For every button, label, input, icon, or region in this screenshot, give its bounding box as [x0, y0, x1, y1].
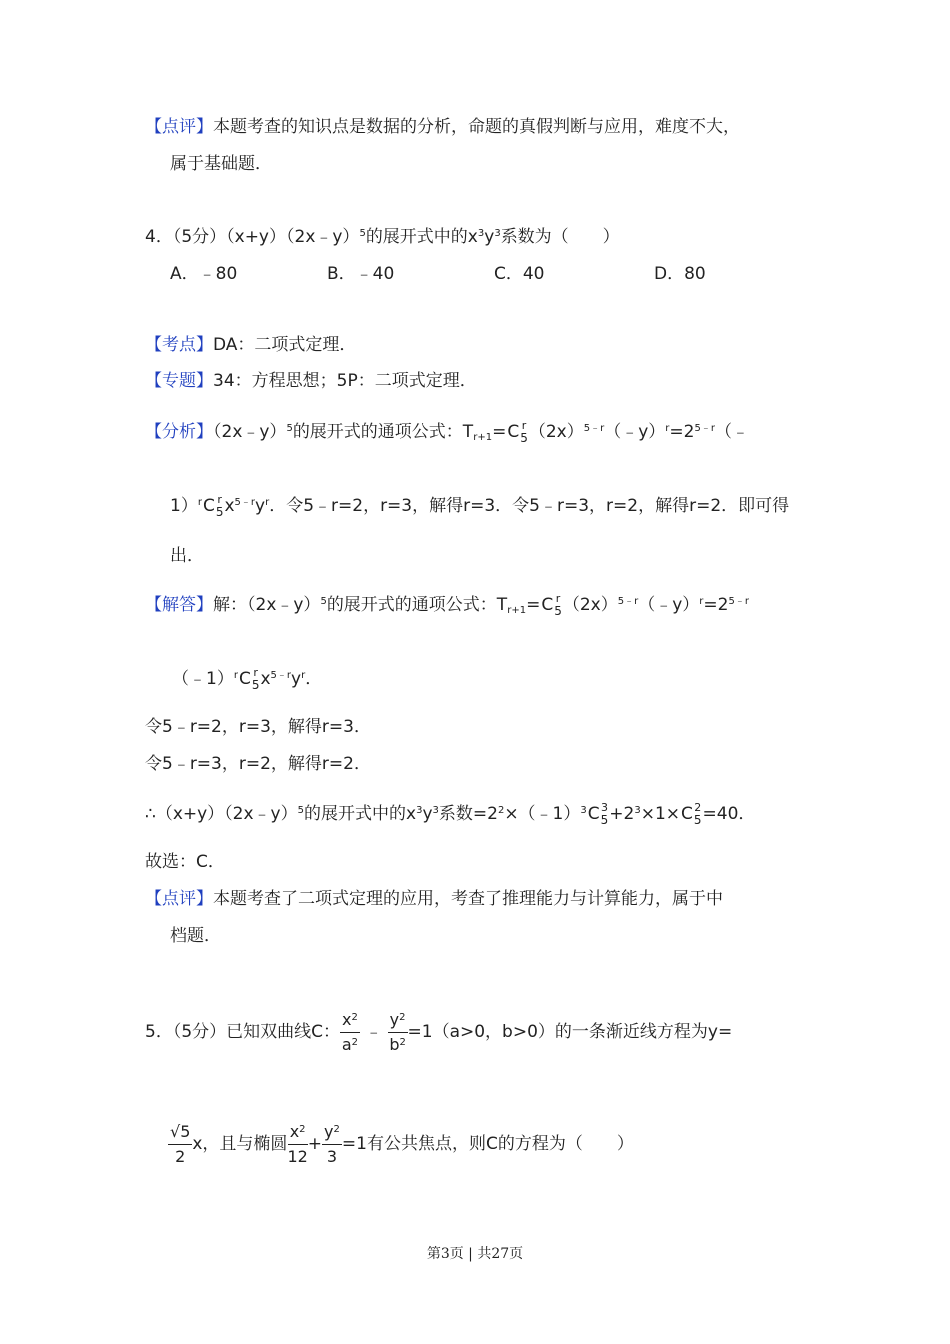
t: C [238, 669, 251, 689]
t: r [197, 497, 202, 508]
t: ×1× [640, 804, 681, 824]
binomial-coefficient [203, 493, 224, 519]
jieda-line1 [145, 592, 749, 618]
t: + [307, 1134, 323, 1154]
t: DA：二项式定理． [213, 335, 357, 355]
t: 5 [359, 228, 366, 239]
t: =40． [702, 804, 756, 824]
option-d: D．80 [654, 264, 706, 284]
t: r [265, 497, 270, 508]
t: y [389, 1009, 400, 1029]
t: 12 [287, 1146, 308, 1166]
t: 3 [494, 228, 501, 239]
t: 2 [299, 1123, 306, 1135]
t: 2 [497, 805, 505, 816]
jieda-line2 [172, 666, 322, 692]
t: y [255, 496, 266, 516]
t: r [217, 492, 222, 506]
binomial-coefficient [681, 801, 702, 827]
t: 2 [399, 1036, 406, 1048]
t: = [526, 595, 541, 615]
t: y [291, 669, 302, 689]
q3-review [145, 115, 740, 139]
t: 3 [477, 228, 485, 239]
t: 5 [286, 423, 293, 434]
binomial-coefficient [588, 801, 609, 827]
q4-review [145, 887, 723, 911]
option-b: B．﹣40 [327, 264, 395, 284]
q4-review-cont: 档题． [170, 926, 221, 946]
t: 5 [520, 430, 528, 445]
t: 5﹣r [728, 596, 749, 607]
fenxi-line2 [170, 493, 789, 519]
t: （2x） [562, 595, 618, 615]
t: 3 [600, 800, 608, 814]
t: 5 [215, 504, 224, 519]
t: +2 [609, 804, 635, 824]
solution-result [145, 801, 755, 827]
t: 3 [432, 805, 439, 816]
t: （﹣y） [638, 595, 700, 615]
fraction [340, 1008, 360, 1057]
t: （﹣y） [604, 422, 666, 442]
fenxi-line3: 出． [170, 546, 204, 566]
fraction [322, 1120, 342, 1169]
binomial-coefficient [507, 419, 528, 445]
t: r [699, 596, 704, 607]
t: 3 [580, 805, 587, 816]
t: 本题考查了二项式定理的应用，考查了推理能力与计算能力，属于中 [213, 889, 723, 909]
jieda-tag: 【解答】 [145, 595, 213, 615]
t: 的展开式的通项公式：T [326, 595, 508, 615]
t: r [665, 423, 670, 434]
t: r [233, 670, 238, 681]
page-footer: 第3页 | 共27页 [426, 1246, 524, 1262]
fenxi-line1 [145, 419, 749, 445]
binomial-coefficient [239, 666, 260, 692]
t: r+1 [507, 605, 527, 616]
t: 2 [333, 1123, 340, 1135]
t: 解：（2x﹣y） [213, 595, 321, 615]
t: 系数为（ ） [500, 227, 620, 247]
t: （﹣ [714, 422, 749, 442]
t: 2 [175, 1146, 186, 1166]
review-tag: 【点评】 [145, 889, 213, 909]
t: x，且与椭圆 [192, 1134, 288, 1154]
t: 2 [694, 800, 702, 814]
solution-step2: 令5﹣r=3，r=2，解得r=2． [145, 754, 371, 774]
t: y [324, 1121, 334, 1141]
t: 3 [326, 1146, 338, 1166]
t: 3 [634, 805, 641, 816]
t: 系数=2 [438, 804, 498, 824]
t: 的展开式中的x [365, 227, 478, 247]
fraction [388, 1008, 408, 1057]
text: 本题考查的知识点是数据的分析，命题的真假判断与应用，难度不大， [213, 117, 740, 137]
t: y [422, 804, 433, 824]
t: （2x﹣y） [213, 422, 287, 442]
question-5-cont [168, 1116, 634, 1172]
t: =1有公共焦点，则C的方程为（ ） [341, 1134, 634, 1154]
t: 5 [600, 812, 609, 827]
t: 5．（5分）已知双曲线C： [145, 1022, 341, 1042]
t: 1） [170, 496, 198, 516]
t: √5 [168, 1120, 192, 1145]
option-a: A．﹣80 [170, 264, 238, 284]
t: r [555, 591, 561, 605]
t: C [541, 595, 554, 615]
t: 5 [693, 812, 702, 827]
fraction [168, 1120, 192, 1169]
t: b [389, 1034, 400, 1054]
binomial-coefficient [541, 592, 562, 618]
zhuanti-tag: 【专题】 [145, 371, 213, 391]
t: 2 [351, 1011, 358, 1023]
t: 5﹣r [270, 670, 292, 681]
t: ×（﹣1） [504, 804, 581, 824]
t: 5 [251, 677, 260, 692]
t: ﹣ [365, 1022, 383, 1042]
t: r [253, 665, 258, 679]
t: 2 [351, 1036, 359, 1048]
t: 4．（5分）（x+y）（2x﹣y） [145, 227, 360, 247]
zhuanti [145, 369, 477, 393]
fraction [287, 1120, 307, 1169]
t: C [202, 496, 215, 516]
t: x [342, 1009, 352, 1029]
t: 2 [399, 1011, 406, 1023]
t: C [507, 422, 520, 442]
t: =1（a>0，b>0）的一条渐近线方程为y= [407, 1022, 733, 1042]
q3-review-cont: 属于基础题． [170, 154, 272, 174]
t: x [224, 496, 235, 516]
t: 3 [416, 805, 423, 816]
option-c: C．40 [494, 264, 545, 284]
t: =2 [669, 422, 695, 442]
t: 5﹣r [583, 423, 605, 434]
t: r [521, 418, 527, 432]
kaodian [145, 333, 356, 357]
t: r [301, 670, 306, 681]
t: y [484, 227, 495, 247]
question-4-stem [145, 225, 620, 249]
t: x [260, 669, 271, 689]
t: 的展开式的通项公式：T [292, 422, 474, 442]
t: 5 [554, 603, 562, 618]
t: 5﹣r [617, 596, 639, 607]
t: ∴（x+y）（2x﹣y） [145, 804, 298, 824]
t: = [492, 422, 507, 442]
t: =2 [703, 595, 729, 615]
fenxi-tag: 【分析】 [145, 422, 213, 442]
question-5-stem [145, 1004, 732, 1060]
kaodian-tag: 【考点】 [145, 335, 213, 355]
t: r+1 [473, 432, 493, 443]
t: （2x） [528, 422, 584, 442]
answer-choice: 故选：C． [145, 852, 225, 872]
t: C [587, 804, 600, 824]
t: x [289, 1121, 300, 1141]
t: 5﹣r [234, 497, 256, 508]
t: 34：方程思想；5P：二项式定理． [213, 371, 477, 391]
review-tag: 【点评】 [145, 117, 213, 137]
t: 5﹣r [694, 423, 715, 434]
t: 5 [297, 805, 304, 816]
solution-step1: 令5﹣r=2，r=3，解得r=3． [145, 717, 371, 737]
t: ．令5﹣r=2，r=3，解得r=3．令5﹣r=3，r=2，解得r=2．即可得 [269, 496, 790, 516]
t: a [341, 1034, 352, 1054]
t: 5 [320, 596, 327, 607]
t: （﹣1） [172, 669, 234, 689]
t: C [681, 804, 693, 824]
t: 的展开式中的x [304, 804, 417, 824]
t: ． [305, 669, 323, 689]
